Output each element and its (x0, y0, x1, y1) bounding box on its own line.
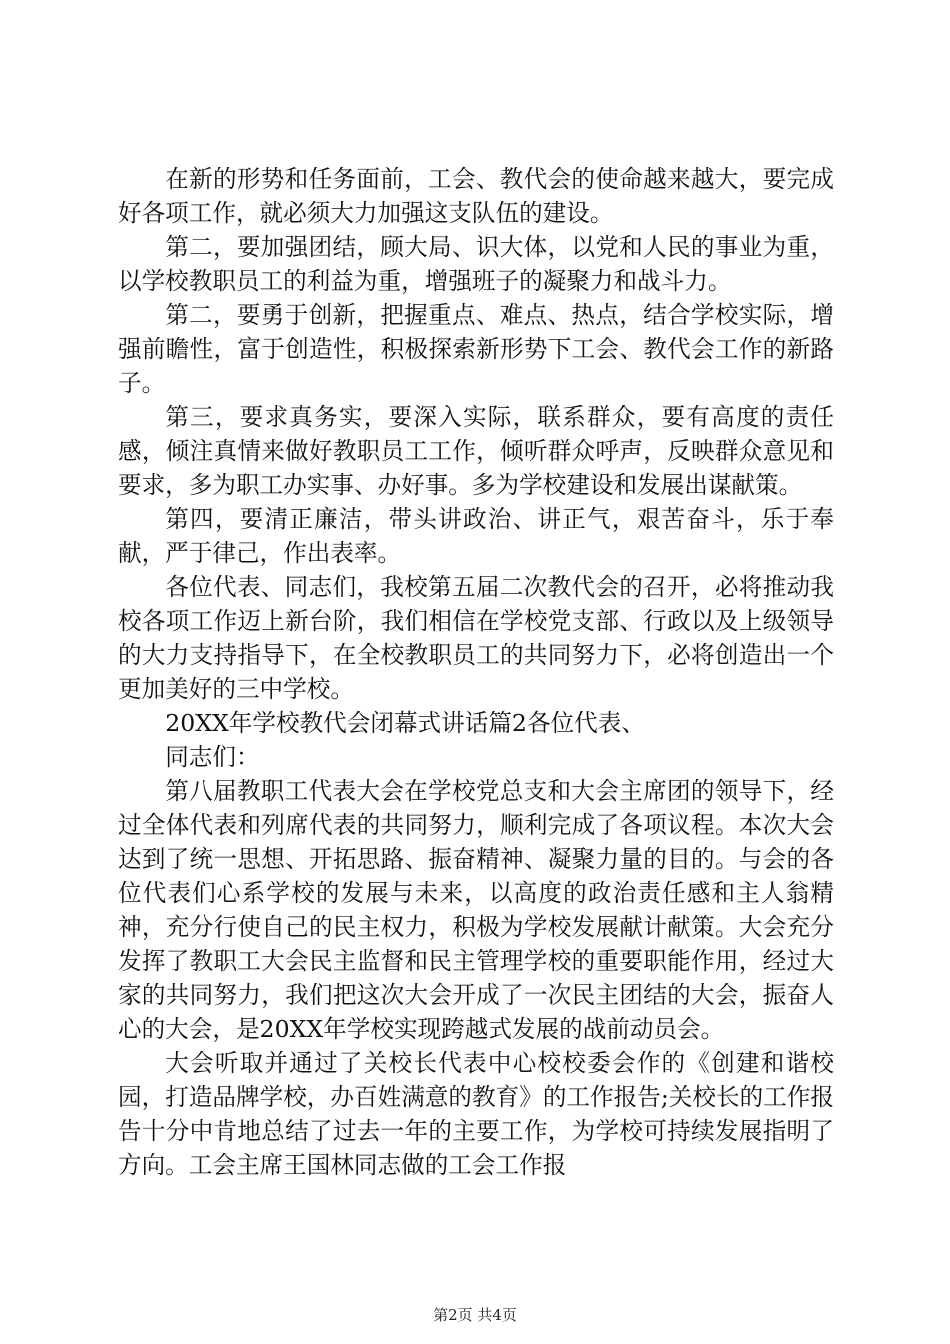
paragraph-5: 第四，要清正廉洁，带头讲政治、讲正气，艰苦奋斗，乐于奉献，严于律己，作出表率。 (118, 505, 834, 567)
salutation: 同志们： (165, 743, 260, 771)
document-body (118, 162, 834, 1182)
page-number-footer: 第2页 共4页 (433, 1306, 517, 1324)
paragraph-7: 第八届教职工代表大会在学校党总支和大会主席团的领导下，经过全体代表和列席代表的共同努力，顺利完成了各项议程。本次大会达到了统一思想、开拓思路、振奋精神、凝聚力量的目的。与会的各位代表们心系学校的发展与未来，以高度的政治责任感和主人翁精神，充分行使自己的民主权力，积极为学校发展献计献策。大会充分发挥了教职工大会民主监督和民主管理学校的重要职能作用，经过大家的共同努力，我们把这次大会开成了一次民主团结的大会，振奋人心的大会，是20XX年学校实现跨越式发展的战前动员会。 (118, 777, 834, 1043)
section-heading: 20XX年学校教代会闭幕式讲话篇2各位代表、 (165, 709, 645, 737)
paragraph-1: 在新的形势和任务面前，工会、教代会的使命越来越大，要完成好各项工作，就必须大力加强这支队伍的建设。 (118, 165, 834, 227)
paragraph-8: 大会听取并通过了关校长代表中心校校委会作的《创建和谐校园，打造品牌学校，办百姓满意的教育》的工作报告;关校长的工作报告十分中肯地总结了过去一年的主要工作，为学校可持续发展指明了方向。工会主席王国林同志做的工会工作报 (118, 1049, 834, 1179)
paragraph-3: 第二，要勇于创新，把握重点、难点、热点，结合学校实际，增强前瞻性，富于创造性，积极探索新形势下工会、教代会工作的新路子。 (118, 301, 834, 397)
paragraph-6: 各位代表、同志们，我校第五届二次教代会的召开，必将推动我校各项工作迈上新台阶，我们相信在学校党支部、行政以及上级领导的大力支持指导下，在全校教职员工的共同努力下，必将创造出一个更加美好的三中学校。 (118, 573, 834, 703)
paragraph-2: 第二，要加强团结，顾大局、识大体，以党和人民的事业为重，以学校教职员工的利益为重，增强班子的凝聚力和战斗力。 (118, 233, 834, 295)
paragraph-4: 第三，要求真务实，要深入实际，联系群众，要有高度的责任感，倾注真情来做好教职员工工作，倾听群众呼声，反映群众意见和要求，多为职工办实事、办好事。多为学校建设和发展出谋献策。 (118, 403, 834, 499)
